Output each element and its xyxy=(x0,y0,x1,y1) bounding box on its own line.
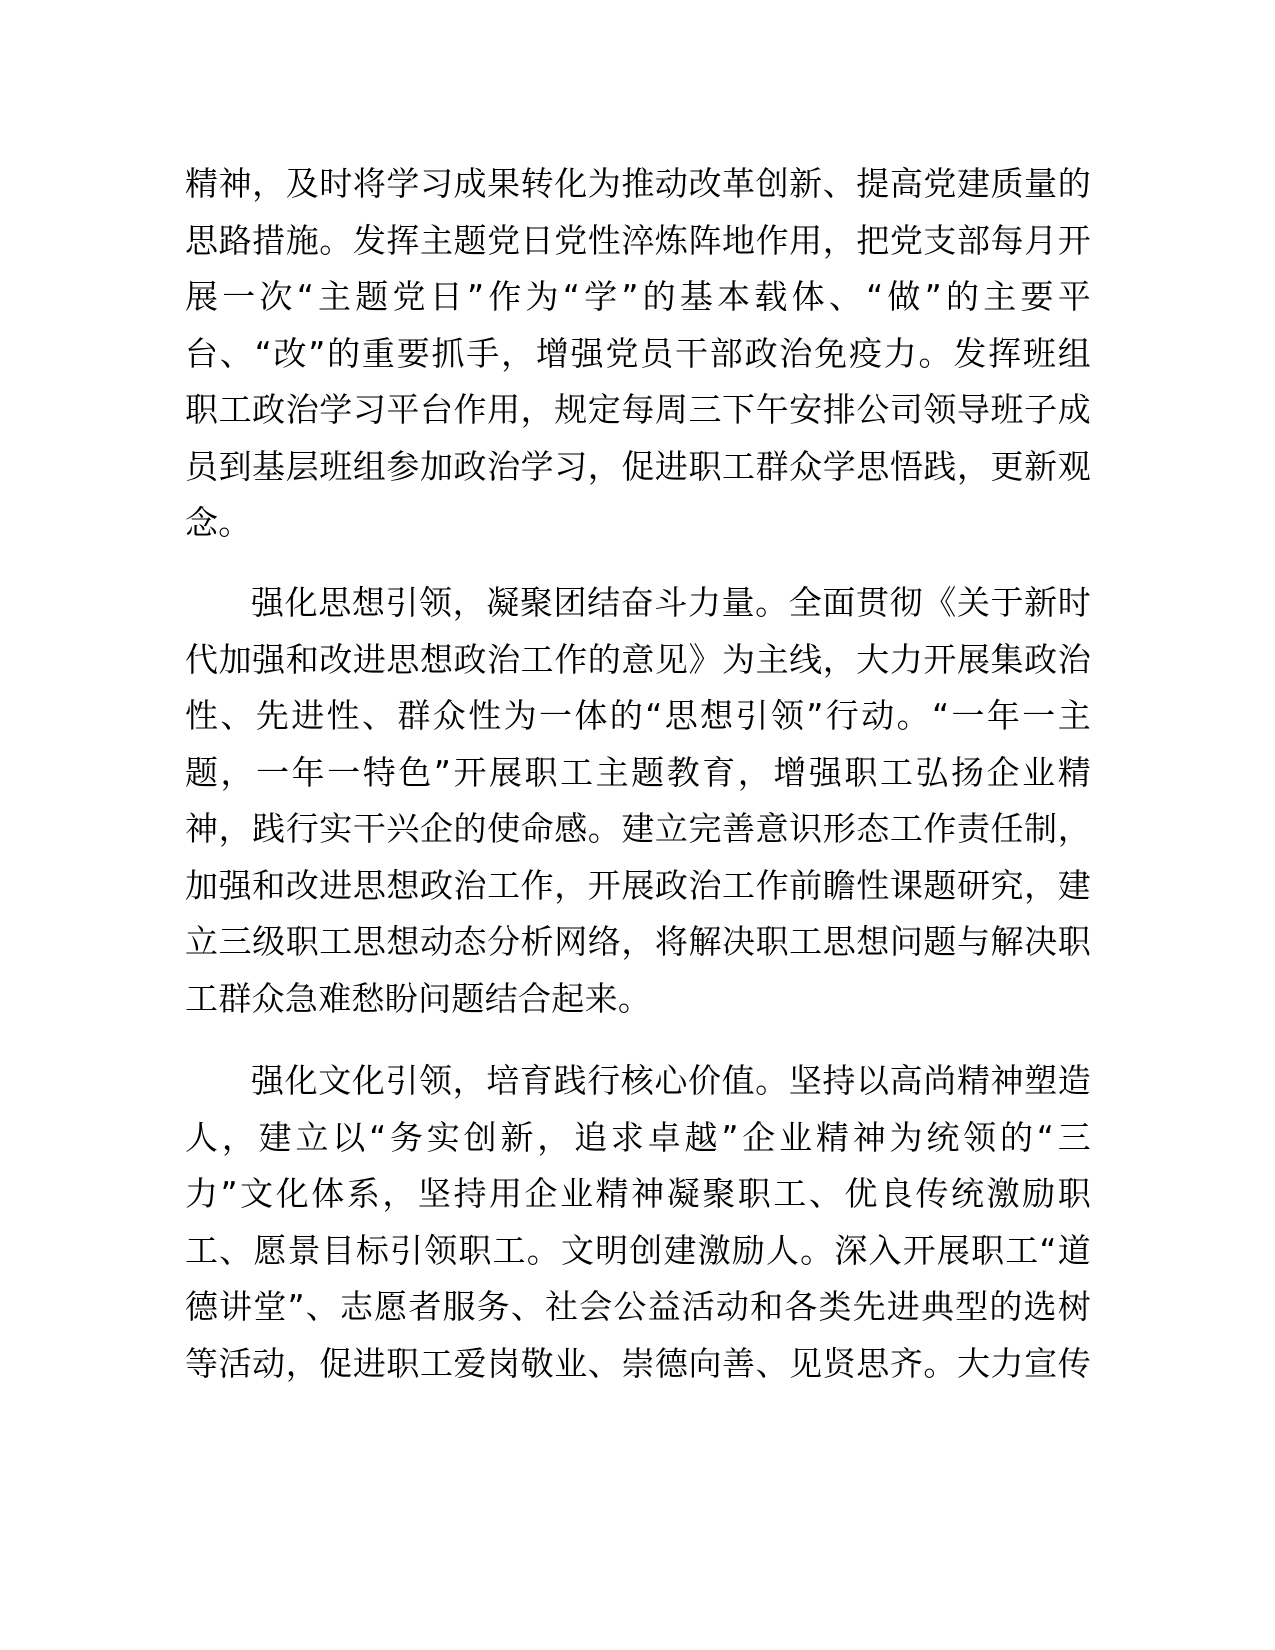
text-line: 职工政治学习平台作用，规定每周三下午安排公司领导班子成 xyxy=(185,390,1091,429)
text-line: 念。 xyxy=(185,503,252,542)
text-line: 思路措施。发挥主题党日党性淬炼阵地作用，把党支部每月开 xyxy=(185,220,1091,260)
text-line: 立三级职工思想动态分析网络，将解决职工思想问题与解决职 xyxy=(185,922,1091,961)
text-line: 精神，及时将学习成果转化为推动改革创新、提高党建质量的 xyxy=(185,164,1091,203)
text-line: 德讲堂”、志愿者服务、社会公益活动和各类先进典型的选树 xyxy=(185,1287,1091,1326)
text-line: 强化思想引领，凝聚团结奋斗力量。全面贯彻《关于新时 xyxy=(251,583,1091,622)
text-line: 员到基层班组参加政治学习，促进职工群众学思悟践，更新观 xyxy=(185,446,1091,486)
text-line: 展一次“主题党日”作为“学”的基本载体、“做”的主要平 xyxy=(185,277,1091,316)
text-line: 台、“改”的重要抓手，增强党员干部政治免疫力。发挥班组 xyxy=(185,333,1091,373)
text-line: 性、先进性、群众性为一体的“思想引领”行动。“一年一主 xyxy=(185,696,1091,735)
text-line: 神，践行实干兴企的使命感。建立完善意识形态工作责任制， xyxy=(185,809,1091,848)
text-line: 题，一年一特色”开展职工主题教育，增强职工弘扬企业精 xyxy=(185,752,1091,792)
text-line: 工群众急难愁盼问题结合起来。 xyxy=(185,978,652,1018)
text-line: 代加强和改进思想政治工作的意见》为主线，大力开展集政治 xyxy=(185,639,1091,679)
paragraph-3 xyxy=(185,1053,1091,1392)
text-line: 力”文化体系，坚持用企业精神凝聚职工、优良传统激励职 xyxy=(185,1174,1091,1213)
text-line: 强化文化引领，培育践行核心价值。坚持以高尚精神塑造 xyxy=(251,1061,1091,1100)
paragraph-2 xyxy=(185,575,1091,1027)
text-line: 人，建立以“务实创新，追求卓越”企业精神为统领的“三 xyxy=(185,1117,1091,1157)
text-line: 等活动，促进职工爱岗敬业、崇德向善、见贤思齐。大力宣传 xyxy=(185,1343,1091,1383)
text-line: 加强和改进思想政治工作，开展政治工作前瞻性课题研究，建 xyxy=(185,865,1091,905)
paragraph-1 xyxy=(185,156,1091,552)
text-line: 工、愿景目标引领职工。文明创建激励人。深入开展职工“道 xyxy=(185,1230,1091,1270)
